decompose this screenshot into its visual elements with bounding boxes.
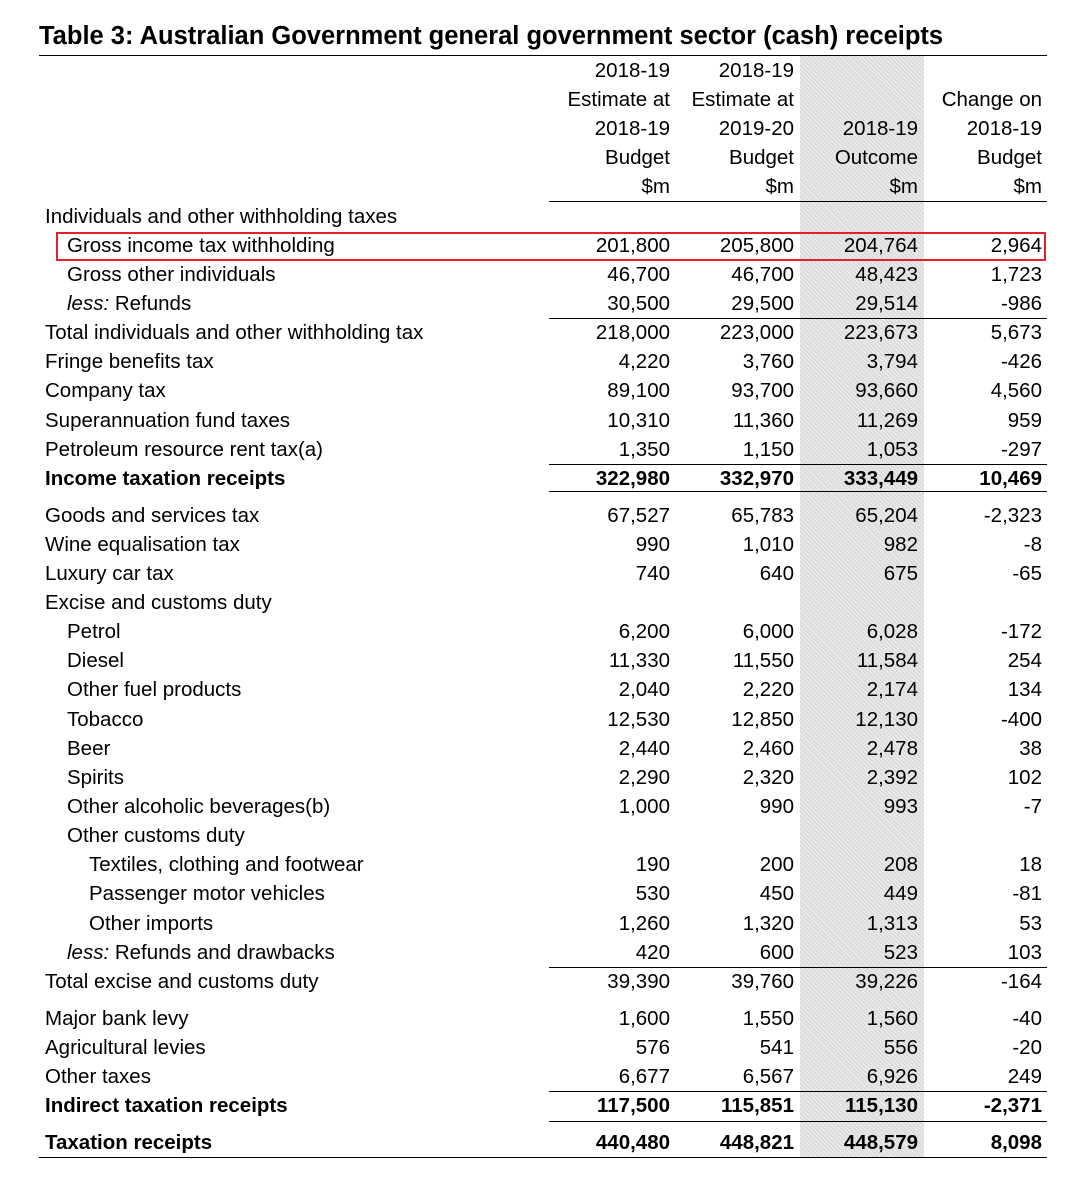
cell-value: 39,226 (855, 970, 918, 993)
cell-value: -172 (1000, 620, 1042, 643)
cell-value: 600 (759, 941, 794, 964)
table-row (0, 559, 1075, 588)
cell-value: 2,320 (742, 766, 794, 789)
cell-value: 102 (1007, 766, 1042, 789)
cell-value: 208 (883, 853, 918, 876)
col4-header-line3: 2018-19 (966, 117, 1042, 140)
cell-value: 990 (635, 533, 670, 556)
row-label: Gross income tax withholding (67, 234, 335, 257)
cell-value: 11,269 (856, 409, 918, 432)
cell-value: 440,480 (595, 1131, 670, 1154)
col1-header-line3: 2018-19 (594, 117, 670, 140)
row-label-prefix: less: (67, 941, 110, 964)
row-label (67, 289, 191, 318)
cell-value: 2,392 (866, 766, 918, 789)
cell-value: 2,290 (618, 766, 670, 789)
cell-value: 65,783 (731, 504, 794, 527)
row-label (67, 938, 335, 967)
cell-value: 249 (1007, 1065, 1042, 1088)
table-row (0, 289, 1075, 318)
row-label: Total excise and customs duty (45, 970, 319, 993)
cell-value: 993 (883, 795, 918, 818)
cell-value: 39,390 (607, 970, 670, 993)
cell-value: 12,530 (607, 708, 670, 731)
cell-value: 1,600 (618, 1007, 670, 1030)
col3-header-line3: 2018-19 (842, 117, 918, 140)
total-rule-indirect (549, 1121, 1047, 1122)
cell-value: -297 (1000, 438, 1042, 461)
cell-value: 205,800 (719, 234, 794, 257)
row-label: Other taxes (45, 1065, 151, 1088)
cell-value: 2,460 (742, 737, 794, 760)
cell-value: 6,000 (742, 620, 794, 643)
row-label: Other alcoholic beverages(b) (67, 795, 331, 818)
row-label: Wine equalisation tax (45, 533, 240, 556)
highlight-box (56, 232, 1046, 261)
row-label: Individuals and other withholding taxes (45, 205, 398, 228)
col2-header (684, 56, 794, 201)
table-row (0, 879, 1075, 908)
cell-value: -986 (1000, 292, 1042, 315)
cell-value: -81 (1012, 882, 1042, 905)
cell-value: 39,760 (731, 970, 794, 993)
header-bottom-rule (549, 201, 1047, 202)
cell-value: 218,000 (595, 321, 670, 344)
cell-value: 1,313 (866, 912, 918, 935)
cell-value: -400 (1000, 708, 1042, 731)
subtotal-rule-income (549, 464, 1047, 465)
cell-value: 1,010 (742, 533, 794, 556)
row-label: Textiles, clothing and footwear (89, 853, 364, 876)
cell-value: 200 (759, 853, 794, 876)
cell-value: 223,673 (843, 321, 918, 344)
cell-value: 333,449 (843, 467, 918, 490)
cell-value: 530 (635, 882, 670, 905)
col4-header (932, 56, 1042, 201)
col1-header-line1: 2018-19 (594, 59, 670, 82)
table-row (0, 435, 1075, 464)
cell-value: 93,700 (731, 379, 794, 402)
cell-value: 11,550 (732, 649, 794, 672)
cell-value: 89,100 (607, 379, 670, 402)
cell-value: 5,673 (990, 321, 1042, 344)
cell-value: 12,130 (855, 708, 918, 731)
row-label: Excise and customs duty (45, 591, 272, 614)
table-row (0, 530, 1075, 559)
table-row (0, 967, 1075, 996)
col3-header-line4: Outcome (834, 146, 918, 169)
cell-value: 449 (883, 882, 918, 905)
col2-header-line4: Budget (729, 146, 794, 169)
cell-value: 103 (1007, 941, 1042, 964)
cell-value: 4,220 (618, 350, 670, 373)
cell-value: 6,200 (618, 620, 670, 643)
cell-value: 990 (759, 795, 794, 818)
cell-value: 93,660 (855, 379, 918, 402)
row-label: Fringe benefits tax (45, 350, 214, 373)
cell-value: 30,500 (607, 292, 670, 315)
col4-header-line4: Budget (977, 146, 1042, 169)
table-row (0, 202, 1075, 231)
cell-value: 420 (635, 941, 670, 964)
table-row (0, 792, 1075, 821)
cell-value: 2,174 (866, 678, 918, 701)
cell-value: 1,000 (618, 795, 670, 818)
row-label: Passenger motor vehicles (89, 882, 325, 905)
cell-value: 1,560 (866, 1007, 918, 1030)
table-row (0, 501, 1075, 530)
cell-value: 134 (1007, 678, 1042, 701)
table-row (0, 617, 1075, 646)
col3-header-line1 (808, 56, 918, 85)
cell-value: 67,527 (607, 504, 670, 527)
cell-value: 1,150 (742, 438, 794, 461)
cell-value: 322,980 (595, 467, 670, 490)
cell-value: 1,053 (866, 438, 918, 461)
cell-value: 576 (635, 1036, 670, 1059)
cell-value: 12,850 (731, 708, 794, 731)
table-row (0, 1062, 1075, 1091)
col2-header-line1: 2018-19 (718, 59, 794, 82)
cell-value: 4,560 (990, 379, 1042, 402)
row-label: Agricultural levies (45, 1036, 206, 1059)
cell-value: 6,028 (866, 620, 918, 643)
cell-value: 11,584 (856, 649, 918, 672)
cell-value: 201,800 (595, 234, 670, 257)
cell-value: 115,130 (845, 1094, 918, 1117)
row-label: Company tax (45, 379, 166, 402)
cell-value: 10,310 (607, 409, 670, 432)
row-label: Major bank levy (45, 1007, 189, 1030)
cell-value: 556 (883, 1036, 918, 1059)
table-row (0, 1004, 1075, 1033)
cell-value: 1,550 (742, 1007, 794, 1030)
cell-value: 3,760 (742, 350, 794, 373)
cell-value: -2,323 (983, 504, 1042, 527)
total-rule-income (549, 491, 1047, 492)
col4-header-line2: Change on (941, 88, 1042, 111)
col3-header-unit: $m (889, 175, 918, 198)
row-label: Tobacco (67, 708, 144, 731)
cell-value: 2,220 (742, 678, 794, 701)
table-row (0, 260, 1075, 289)
row-label: Spirits (67, 766, 124, 789)
col4-header-line1 (932, 56, 1042, 85)
row-label-prefix: less: (67, 292, 110, 315)
cell-value: 204,764 (843, 234, 918, 257)
cell-value: 959 (1007, 409, 1042, 432)
cell-value: 448,821 (719, 1131, 794, 1154)
cell-value: 982 (883, 533, 918, 556)
row-label: Superannuation fund taxes (45, 409, 291, 432)
row-label: Luxury car tax (45, 562, 174, 585)
row-label-text: Refunds and drawbacks (109, 941, 335, 964)
cell-value: 6,926 (866, 1065, 918, 1088)
cell-value: 3,794 (866, 350, 918, 373)
table-row (0, 675, 1075, 704)
row-label: Other fuel products (67, 678, 242, 701)
cell-value: 740 (635, 562, 670, 585)
table-row (0, 1033, 1075, 1062)
table-row (0, 646, 1075, 675)
cell-value: 29,514 (855, 292, 918, 315)
cell-value: 1,320 (742, 912, 794, 935)
cell-value: 29,500 (731, 292, 794, 315)
col1-header-line2: Estimate at (567, 88, 670, 111)
row-label: Gross other individuals (67, 263, 276, 286)
cell-value: 223,000 (719, 321, 794, 344)
cell-value: 2,040 (618, 678, 670, 701)
cell-value: 10,469 (979, 467, 1042, 490)
cell-value: -164 (1000, 970, 1042, 993)
cell-value: -7 (1023, 795, 1042, 818)
subtotal-rule-indirect (549, 1091, 1047, 1092)
col1-header (560, 56, 670, 201)
cell-value: -20 (1012, 1036, 1042, 1059)
cell-value: 115,851 (721, 1094, 794, 1117)
cell-value: -8 (1023, 533, 1042, 556)
col3-header-line2 (808, 85, 918, 114)
row-label-text: Refunds (109, 292, 192, 315)
table-row (0, 938, 1075, 967)
cell-value: 1,260 (618, 912, 670, 935)
table-row (0, 318, 1075, 347)
table-row (0, 406, 1075, 435)
row-label: Petroleum resource rent tax(a) (45, 438, 324, 461)
cell-value: -40 (1012, 1007, 1042, 1030)
cell-value: 254 (1007, 649, 1042, 672)
row-label: Total individuals and other withholding tax (45, 321, 424, 344)
table-row (0, 850, 1075, 879)
col2-header-line3: 2019-20 (718, 117, 794, 140)
cell-value: 8,098 (990, 1131, 1042, 1154)
row-label: Goods and services tax (45, 504, 260, 527)
cell-value: 190 (635, 853, 670, 876)
cell-value: 18 (1019, 853, 1042, 876)
row-label: Diesel (67, 649, 124, 672)
cell-value: 640 (759, 562, 794, 585)
cell-value: 46,700 (731, 263, 794, 286)
col1-header-unit: $m (641, 175, 670, 198)
cell-value: 38 (1019, 737, 1042, 760)
table-row (0, 909, 1075, 938)
col3-header (808, 56, 918, 201)
table-row (0, 347, 1075, 376)
cell-value: 1,723 (990, 263, 1042, 286)
table-row (0, 734, 1075, 763)
cell-value: 450 (759, 882, 794, 905)
cell-value: 2,440 (618, 737, 670, 760)
row-label: Petrol (67, 620, 121, 643)
cell-value: 6,677 (618, 1065, 670, 1088)
cell-value: 2,478 (866, 737, 918, 760)
row-label: Income taxation receipts (45, 467, 286, 490)
table-row (0, 705, 1075, 734)
cell-value: 117,500 (597, 1094, 670, 1117)
subtotal-rule-excise (549, 967, 1047, 968)
col4-header-unit: $m (1013, 175, 1042, 198)
cell-value: 675 (883, 562, 918, 585)
cell-value: 448,579 (843, 1131, 918, 1154)
table-row (0, 821, 1075, 850)
table-row (0, 376, 1075, 405)
table-row (0, 464, 1075, 493)
cell-value: 48,423 (855, 263, 918, 286)
cell-value: 1,350 (618, 438, 670, 461)
col1-header-line4: Budget (605, 146, 670, 169)
cell-value: 523 (883, 941, 918, 964)
row-label: Beer (67, 737, 111, 760)
cell-value: 65,204 (855, 504, 918, 527)
table-row (0, 763, 1075, 792)
cell-value: -2,371 (983, 1094, 1042, 1117)
cell-value: 541 (759, 1036, 794, 1059)
cell-value: 46,700 (607, 263, 670, 286)
cell-value: -426 (1000, 350, 1042, 373)
col2-header-line2: Estimate at (691, 88, 794, 111)
row-label: Other customs duty (67, 824, 245, 847)
table-row (0, 588, 1075, 617)
cell-value: 11,360 (732, 409, 794, 432)
row-label: Indirect taxation receipts (45, 1094, 288, 1117)
cell-value: 332,970 (719, 467, 794, 490)
table-title: Table 3: Australian Government general government sector (cash) receipts (39, 22, 944, 50)
table-row (0, 1091, 1075, 1120)
table-row (0, 1128, 1075, 1157)
row-label: Other imports (89, 912, 214, 935)
row-label: Taxation receipts (45, 1131, 213, 1154)
cell-value: 6,567 (742, 1065, 794, 1088)
col2-header-unit: $m (765, 175, 794, 198)
table-bottom-rule (39, 1157, 1047, 1158)
cell-value: 53 (1019, 912, 1042, 935)
cell-value: 2,964 (990, 234, 1042, 257)
cell-value: 11,330 (608, 649, 670, 672)
cell-value: -65 (1012, 562, 1042, 585)
subtotal-rule-individuals (549, 318, 1047, 319)
